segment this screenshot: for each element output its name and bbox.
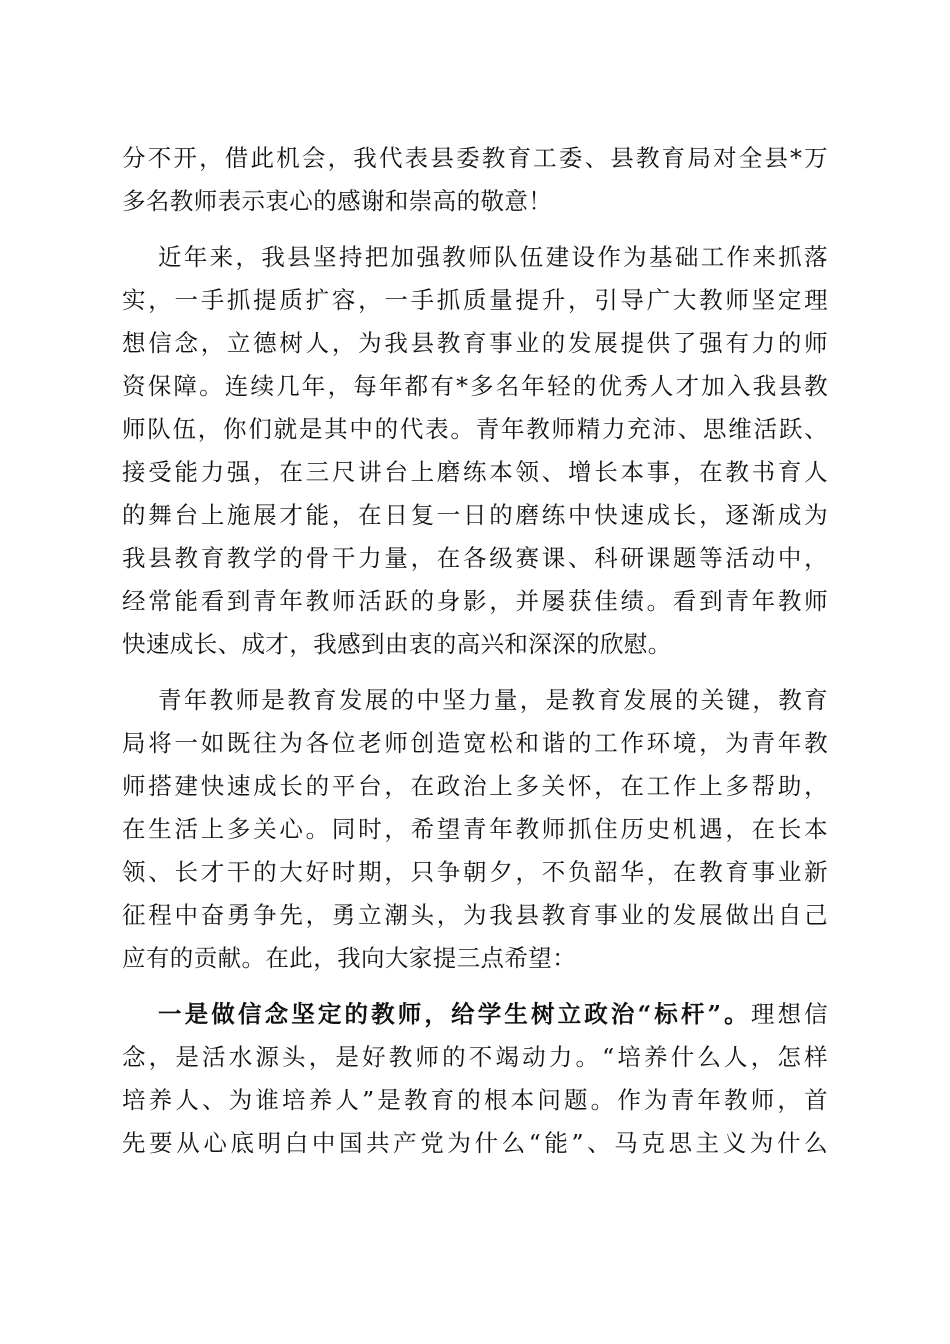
text-line: 念，是活水源头，是好教师的不竭动力。“培养什么人，怎样: [122, 1043, 828, 1071]
text-line: 经常能看到青年教师活跃的身影，并屡获佳绩。看到青年教师: [122, 587, 828, 615]
text-line: 接受能力强，在三尺讲台上磨练本领、增长本事，在教书育人: [122, 458, 828, 486]
text-line: 局将一如既往为各位老师创造宽松和谐的工作环境，为青年教: [122, 729, 828, 757]
text-line: 先要从心底明白中国共产党为什么“能”、马克思主义为什么: [122, 1129, 828, 1157]
text-line: 资保障。连续几年，每年都有*多名年轻的优秀人才加入我县教: [122, 372, 828, 400]
text-line: 征程中奋勇争先，勇立潮头，为我县教育事业的发展做出自己: [122, 901, 828, 929]
text-line: 培养人、为谁培养人”是教育的根本问题。作为青年教师，首: [122, 1086, 828, 1114]
text-line: 我县教育教学的骨干力量，在各级赛课、科研课题等活动中，: [122, 544, 828, 572]
text-line: 在生活上多关心。同时，希望青年教师抓住历史机遇，在长本: [122, 815, 828, 843]
text-line: 应有的贡献。在此，我向大家提三点希望：: [122, 944, 577, 972]
text-line: 实，一手抓提质扩容，一手抓质量提升，引导广大教师坚定理: [122, 286, 828, 314]
inline-text: 理想信: [750, 1000, 828, 1028]
text-line: 多名教师表示衷心的感谢和崇高的敬意！: [122, 187, 553, 215]
text-line: 想信念，立德树人，为我县教育事业的发展提供了强有力的师: [122, 329, 828, 357]
text-line: 的舞台上施展才能，在日复一日的磨练中快速成长，逐渐成为: [122, 501, 828, 529]
text-line: 师队伍，你们就是其中的代表。青年教师精力充沛、思维活跃、: [122, 415, 828, 443]
paragraph-start-line: 青年教师是教育发展的中坚力量，是教育发展的关键，教育: [158, 686, 828, 714]
text-line: 领、长才干的大好时期，只争朝夕，不负韶华，在教育事业新: [122, 858, 828, 886]
text-line: 快速成长、成才，我感到由衷的高兴和深深的欣慰。: [122, 630, 672, 658]
bold-heading: 一是做信念坚定的教师，给学生树立政治“标杆”。: [158, 1000, 751, 1028]
paragraph-start-line: 近年来，我县坚持把加强教师队伍建设作为基础工作来抓落: [158, 243, 828, 271]
paragraph-start-line: [158, 994, 828, 1034]
text-line: 师搭建快速成长的平台，在政治上多关怀，在工作上多帮助，: [122, 772, 828, 800]
text-line: 分不开，借此机会，我代表县委教育工委、县教育局对全县*万: [122, 144, 828, 172]
